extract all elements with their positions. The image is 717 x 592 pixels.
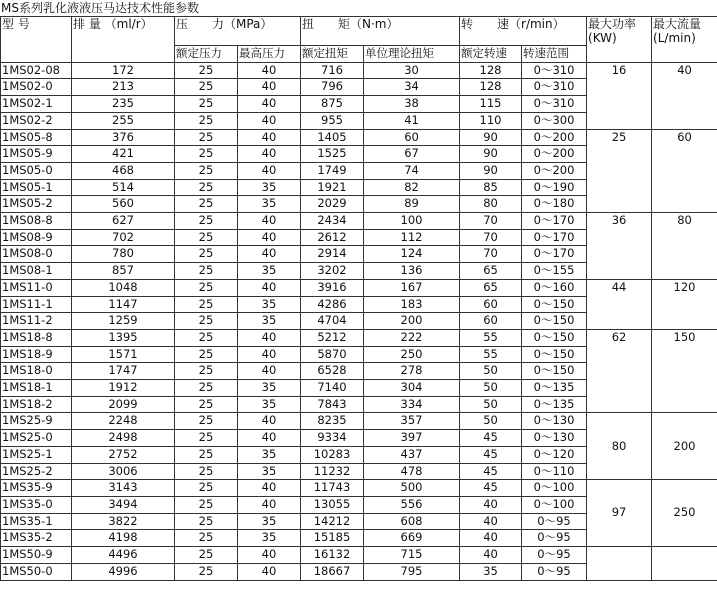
model-cell: 1MS18-9 (1, 346, 72, 363)
rated-speed-cell: 90 (460, 129, 522, 146)
max-pressure-cell: 35 (238, 396, 301, 413)
rated-speed-cell: 65 (460, 263, 522, 280)
header-pressure: 压 力（MPa） (175, 17, 301, 46)
rated-pressure-cell: 25 (175, 62, 238, 79)
model-cell: 1MS08-8 (1, 213, 72, 230)
header-row (1, 17, 717, 46)
unit-torque-cell: 124 (364, 246, 460, 263)
spec-table (0, 16, 717, 581)
displacement-cell: 4496 (72, 547, 175, 564)
unit-torque-cell: 669 (364, 530, 460, 547)
speed-range-cell: 0～180 (522, 196, 587, 213)
table-body (1, 17, 717, 581)
table-row (1, 129, 717, 146)
displacement-cell: 1571 (72, 346, 175, 363)
speed-range-cell: 0～120 (522, 446, 587, 463)
rated-speed-cell: 45 (460, 463, 522, 480)
max-pressure-cell: 40 (238, 246, 301, 263)
rated-torque-cell: 2914 (301, 246, 364, 263)
displacement-cell: 1048 (72, 279, 175, 296)
unit-torque-cell: 89 (364, 196, 460, 213)
displacement-cell: 2752 (72, 446, 175, 463)
subheader-speed-range: 转速范围 (522, 46, 587, 63)
rated-speed-cell: 70 (460, 213, 522, 230)
rated-pressure-cell: 25 (175, 346, 238, 363)
rated-torque-cell: 13055 (301, 496, 364, 513)
model-cell: 1MS05-9 (1, 146, 72, 163)
rated-torque-cell: 14212 (301, 513, 364, 530)
page-title: MS系列乳化液液压马达技术性能参数 (1, 1, 199, 15)
max-pressure-cell: 40 (238, 413, 301, 430)
rated-speed-cell: 85 (460, 179, 522, 196)
rated-pressure-cell: 25 (175, 229, 238, 246)
rated-pressure-cell: 25 (175, 530, 238, 547)
displacement-cell: 3143 (72, 480, 175, 497)
rated-pressure-cell: 25 (175, 313, 238, 330)
displacement-cell: 3494 (72, 496, 175, 513)
rated-speed-cell: 50 (460, 380, 522, 397)
max-pressure-cell: 40 (238, 279, 301, 296)
displacement-cell: 2498 (72, 430, 175, 447)
rated-speed-cell: 90 (460, 146, 522, 163)
max-pressure-cell: 40 (238, 96, 301, 113)
table-row (1, 329, 717, 346)
header-displacement: 排 量 （ml/r） (72, 17, 175, 63)
max-flow-cell: 200 (652, 413, 717, 480)
max-pressure-cell: 40 (238, 229, 301, 246)
displacement-cell: 3822 (72, 513, 175, 530)
rated-speed-cell: 90 (460, 162, 522, 179)
rated-speed-cell: 40 (460, 547, 522, 564)
rated-pressure-cell: 25 (175, 96, 238, 113)
rated-pressure-cell: 25 (175, 547, 238, 564)
max-pressure-cell: 40 (238, 346, 301, 363)
rated-pressure-cell: 25 (175, 413, 238, 430)
displacement-cell: 2248 (72, 413, 175, 430)
max-pressure-cell: 40 (238, 480, 301, 497)
rated-torque-cell: 10283 (301, 446, 364, 463)
model-cell: 1MS25-0 (1, 430, 72, 447)
subheader-unit-torque: 单位理论扭矩 (364, 46, 460, 63)
rated-torque-cell: 1749 (301, 162, 364, 179)
displacement-cell: 421 (72, 146, 175, 163)
max-power-cell: 36 (587, 213, 652, 280)
rated-torque-cell: 8235 (301, 413, 364, 430)
header-max-power: 最大功率(KW) (587, 17, 652, 63)
unit-torque-cell: 556 (364, 496, 460, 513)
displacement-cell: 1912 (72, 380, 175, 397)
displacement-cell: 255 (72, 112, 175, 129)
rated-pressure-cell: 25 (175, 396, 238, 413)
max-pressure-cell: 40 (238, 547, 301, 564)
rated-speed-cell: 60 (460, 296, 522, 313)
unit-torque-cell: 608 (364, 513, 460, 530)
rated-torque-cell: 4286 (301, 296, 364, 313)
displacement-cell: 857 (72, 263, 175, 280)
speed-range-cell: 0～130 (522, 413, 587, 430)
unit-torque-cell: 357 (364, 413, 460, 430)
model-cell: 1MS05-2 (1, 196, 72, 213)
model-cell: 1MS08-1 (1, 263, 72, 280)
max-power-cell: 44 (587, 279, 652, 329)
rated-pressure-cell: 25 (175, 363, 238, 380)
speed-range-cell: 0～95 (522, 513, 587, 530)
displacement-cell: 1747 (72, 363, 175, 380)
speed-range-cell: 0～150 (522, 346, 587, 363)
max-pressure-cell: 40 (238, 496, 301, 513)
rated-torque-cell: 16132 (301, 547, 364, 564)
header-torque: 扭 矩（N·m） (301, 17, 460, 46)
displacement-cell: 468 (72, 162, 175, 179)
unit-torque-cell: 67 (364, 146, 460, 163)
unit-torque-cell: 715 (364, 547, 460, 564)
displacement-cell: 3006 (72, 463, 175, 480)
model-cell: 1MS05-1 (1, 179, 72, 196)
speed-range-cell: 0～100 (522, 496, 587, 513)
speed-range-cell: 0～155 (522, 263, 587, 280)
unit-torque-cell: 437 (364, 446, 460, 463)
unit-torque-cell: 183 (364, 296, 460, 313)
unit-torque-cell: 222 (364, 329, 460, 346)
rated-speed-cell: 55 (460, 329, 522, 346)
rated-speed-cell: 45 (460, 430, 522, 447)
max-pressure-cell: 35 (238, 179, 301, 196)
speed-range-cell: 0～150 (522, 329, 587, 346)
model-cell: 1MS02-0 (1, 79, 72, 96)
max-flow-cell (652, 547, 717, 580)
max-pressure-cell: 40 (238, 62, 301, 79)
rated-pressure-cell: 25 (175, 380, 238, 397)
unit-torque-cell: 30 (364, 62, 460, 79)
rated-torque-cell: 11743 (301, 480, 364, 497)
rated-torque-cell: 6528 (301, 363, 364, 380)
rated-pressure-cell: 25 (175, 446, 238, 463)
speed-range-cell: 0～190 (522, 179, 587, 196)
model-cell: 1MS50-0 (1, 563, 72, 580)
displacement-cell: 702 (72, 229, 175, 246)
speed-range-cell: 0～160 (522, 279, 587, 296)
displacement-cell: 1395 (72, 329, 175, 346)
model-cell: 1MS02-1 (1, 96, 72, 113)
rated-pressure-cell: 25 (175, 480, 238, 497)
max-flow-cell: 60 (652, 129, 717, 213)
rated-speed-cell: 55 (460, 346, 522, 363)
rated-pressure-cell: 25 (175, 463, 238, 480)
max-pressure-cell: 40 (238, 112, 301, 129)
displacement-cell: 514 (72, 179, 175, 196)
rated-torque-cell: 796 (301, 79, 364, 96)
max-flow-cell: 80 (652, 213, 717, 280)
max-pressure-cell: 40 (238, 363, 301, 380)
rated-speed-cell: 80 (460, 196, 522, 213)
model-cell: 1MS11-0 (1, 279, 72, 296)
displacement-cell: 1259 (72, 313, 175, 330)
unit-torque-cell: 795 (364, 563, 460, 580)
rated-speed-cell: 65 (460, 279, 522, 296)
speed-range-cell: 0～135 (522, 396, 587, 413)
table-row (1, 62, 717, 79)
speed-range-cell: 0～95 (522, 530, 587, 547)
table-row (1, 279, 717, 296)
model-cell: 1MS18-0 (1, 363, 72, 380)
model-cell: 1MS05-8 (1, 129, 72, 146)
unit-torque-cell: 278 (364, 363, 460, 380)
rated-speed-cell: 60 (460, 313, 522, 330)
max-power-cell: 25 (587, 129, 652, 213)
displacement-cell: 376 (72, 129, 175, 146)
rated-pressure-cell: 25 (175, 112, 238, 129)
max-pressure-cell: 35 (238, 196, 301, 213)
rated-speed-cell: 40 (460, 513, 522, 530)
max-pressure-cell: 35 (238, 463, 301, 480)
displacement-cell: 4198 (72, 530, 175, 547)
model-cell: 1MS25-2 (1, 463, 72, 480)
unit-torque-cell: 34 (364, 79, 460, 96)
rated-pressure-cell: 25 (175, 263, 238, 280)
rated-pressure-cell: 25 (175, 129, 238, 146)
speed-range-cell: 0～150 (522, 363, 587, 380)
header-model: 型 号 (1, 17, 72, 63)
subheader-rated-speed: 额定转速 (460, 46, 522, 63)
speed-range-cell: 0～150 (522, 296, 587, 313)
rated-torque-cell: 11232 (301, 463, 364, 480)
unit-torque-cell: 397 (364, 430, 460, 447)
rated-pressure-cell: 25 (175, 296, 238, 313)
displacement-cell: 213 (72, 79, 175, 96)
rated-speed-cell: 45 (460, 480, 522, 497)
model-cell: 1MS08-9 (1, 229, 72, 246)
unit-torque-cell: 500 (364, 480, 460, 497)
unit-torque-cell: 200 (364, 313, 460, 330)
rated-speed-cell: 115 (460, 96, 522, 113)
rated-torque-cell: 9334 (301, 430, 364, 447)
max-pressure-cell: 35 (238, 446, 301, 463)
displacement-cell: 172 (72, 62, 175, 79)
speed-range-cell: 0～310 (522, 96, 587, 113)
speed-range-cell: 0～95 (522, 547, 587, 564)
rated-pressure-cell: 25 (175, 213, 238, 230)
rated-pressure-cell: 25 (175, 279, 238, 296)
max-power-cell (587, 547, 652, 580)
rated-torque-cell: 716 (301, 62, 364, 79)
max-pressure-cell: 35 (238, 313, 301, 330)
rated-torque-cell: 7843 (301, 396, 364, 413)
displacement-cell: 1147 (72, 296, 175, 313)
rated-torque-cell: 3202 (301, 263, 364, 280)
model-cell: 1MS50-9 (1, 547, 72, 564)
max-pressure-cell: 35 (238, 263, 301, 280)
rated-torque-cell: 4704 (301, 313, 364, 330)
rated-torque-cell: 5212 (301, 329, 364, 346)
model-cell: 1MS18-8 (1, 329, 72, 346)
unit-torque-cell: 136 (364, 263, 460, 280)
max-pressure-cell: 40 (238, 79, 301, 96)
model-cell: 1MS08-0 (1, 246, 72, 263)
max-pressure-cell: 40 (238, 563, 301, 580)
max-pressure-cell: 35 (238, 380, 301, 397)
rated-torque-cell: 18667 (301, 563, 364, 580)
rated-pressure-cell: 25 (175, 162, 238, 179)
max-pressure-cell: 40 (238, 146, 301, 163)
rated-torque-cell: 2612 (301, 229, 364, 246)
max-power-cell: 97 (587, 480, 652, 547)
speed-range-cell: 0～170 (522, 229, 587, 246)
displacement-cell: 235 (72, 96, 175, 113)
speed-range-cell: 0～200 (522, 162, 587, 179)
model-cell: 1MS18-2 (1, 396, 72, 413)
max-pressure-cell: 40 (238, 213, 301, 230)
rated-torque-cell: 1921 (301, 179, 364, 196)
model-cell: 1MS02-08 (1, 62, 72, 79)
displacement-cell: 780 (72, 246, 175, 263)
speed-range-cell: 0～95 (522, 563, 587, 580)
table-row (1, 480, 717, 497)
max-power-cell: 16 (587, 62, 652, 129)
speed-range-cell: 0～200 (522, 146, 587, 163)
model-cell: 1MS25-1 (1, 446, 72, 463)
max-flow-cell: 150 (652, 329, 717, 413)
rated-speed-cell: 45 (460, 446, 522, 463)
rated-torque-cell: 1525 (301, 146, 364, 163)
rated-speed-cell: 50 (460, 396, 522, 413)
max-pressure-cell: 40 (238, 162, 301, 179)
speed-range-cell: 0～135 (522, 380, 587, 397)
speed-range-cell: 0～310 (522, 62, 587, 79)
rated-speed-cell: 50 (460, 363, 522, 380)
unit-torque-cell: 167 (364, 279, 460, 296)
max-flow-cell: 40 (652, 62, 717, 129)
unit-torque-cell: 250 (364, 346, 460, 363)
rated-speed-cell: 35 (460, 563, 522, 580)
model-cell: 1MS35-1 (1, 513, 72, 530)
rated-speed-cell: 110 (460, 112, 522, 129)
table-row (1, 213, 717, 230)
model-cell: 1MS11-1 (1, 296, 72, 313)
rated-pressure-cell: 25 (175, 79, 238, 96)
rated-speed-cell: 128 (460, 62, 522, 79)
subheader-max-pressure: 最高压力 (238, 46, 301, 63)
max-flow-cell: 120 (652, 279, 717, 329)
rated-torque-cell: 875 (301, 96, 364, 113)
rated-pressure-cell: 25 (175, 430, 238, 447)
displacement-cell: 627 (72, 213, 175, 230)
speed-range-cell: 0～170 (522, 213, 587, 230)
speed-range-cell: 0～100 (522, 480, 587, 497)
max-power-cell: 62 (587, 329, 652, 413)
rated-speed-cell: 70 (460, 246, 522, 263)
rated-torque-cell: 2434 (301, 213, 364, 230)
rated-torque-cell: 15185 (301, 530, 364, 547)
max-power-cell: 80 (587, 413, 652, 480)
rated-pressure-cell: 25 (175, 563, 238, 580)
unit-torque-cell: 112 (364, 229, 460, 246)
max-pressure-cell: 40 (238, 329, 301, 346)
rated-pressure-cell: 25 (175, 179, 238, 196)
subheader-rated-pressure: 额定压力 (175, 46, 238, 63)
rated-torque-cell: 5870 (301, 346, 364, 363)
model-cell: 1MS35-2 (1, 530, 72, 547)
speed-range-cell: 0～150 (522, 313, 587, 330)
speed-range-cell: 0～300 (522, 112, 587, 129)
header-speed: 转 速（r/min） (460, 17, 587, 46)
rated-pressure-cell: 25 (175, 246, 238, 263)
max-flow-cell: 250 (652, 480, 717, 547)
unit-torque-cell: 304 (364, 380, 460, 397)
rated-speed-cell: 50 (460, 413, 522, 430)
unit-torque-cell: 38 (364, 96, 460, 113)
rated-pressure-cell: 25 (175, 329, 238, 346)
table-row (1, 413, 717, 430)
max-pressure-cell: 40 (238, 129, 301, 146)
max-pressure-cell: 35 (238, 296, 301, 313)
speed-range-cell: 0～310 (522, 79, 587, 96)
max-pressure-cell: 35 (238, 530, 301, 547)
rated-pressure-cell: 25 (175, 146, 238, 163)
displacement-cell: 560 (72, 196, 175, 213)
max-pressure-cell: 40 (238, 430, 301, 447)
rated-speed-cell: 40 (460, 496, 522, 513)
rated-torque-cell: 955 (301, 112, 364, 129)
model-cell: 1MS02-2 (1, 112, 72, 129)
rated-pressure-cell: 25 (175, 513, 238, 530)
speed-range-cell: 0～110 (522, 463, 587, 480)
speed-range-cell: 0～200 (522, 129, 587, 146)
displacement-cell: 2099 (72, 396, 175, 413)
unit-torque-cell: 74 (364, 162, 460, 179)
model-cell: 1MS18-1 (1, 380, 72, 397)
rated-torque-cell: 3916 (301, 279, 364, 296)
unit-torque-cell: 82 (364, 179, 460, 196)
header-max-flow: 最大流量(L/min) (652, 17, 717, 63)
unit-torque-cell: 478 (364, 463, 460, 480)
speed-range-cell: 0～130 (522, 430, 587, 447)
displacement-cell: 4996 (72, 563, 175, 580)
unit-torque-cell: 60 (364, 129, 460, 146)
subheader-rated-torque: 额定扭矩 (301, 46, 364, 63)
rated-speed-cell: 128 (460, 79, 522, 96)
unit-torque-cell: 334 (364, 396, 460, 413)
model-cell: 1MS35-0 (1, 496, 72, 513)
rated-pressure-cell: 25 (175, 196, 238, 213)
model-cell: 1MS35-9 (1, 480, 72, 497)
speed-range-cell: 0～170 (522, 246, 587, 263)
table-row (1, 547, 717, 564)
rated-speed-cell: 70 (460, 229, 522, 246)
model-cell: 1MS11-2 (1, 313, 72, 330)
rated-speed-cell: 40 (460, 530, 522, 547)
unit-torque-cell: 100 (364, 213, 460, 230)
rated-torque-cell: 2029 (301, 196, 364, 213)
model-cell: 1MS25-9 (1, 413, 72, 430)
rated-torque-cell: 7140 (301, 380, 364, 397)
model-cell: 1MS05-0 (1, 162, 72, 179)
rated-pressure-cell: 25 (175, 496, 238, 513)
rated-torque-cell: 1405 (301, 129, 364, 146)
unit-torque-cell: 41 (364, 112, 460, 129)
max-pressure-cell: 35 (238, 513, 301, 530)
